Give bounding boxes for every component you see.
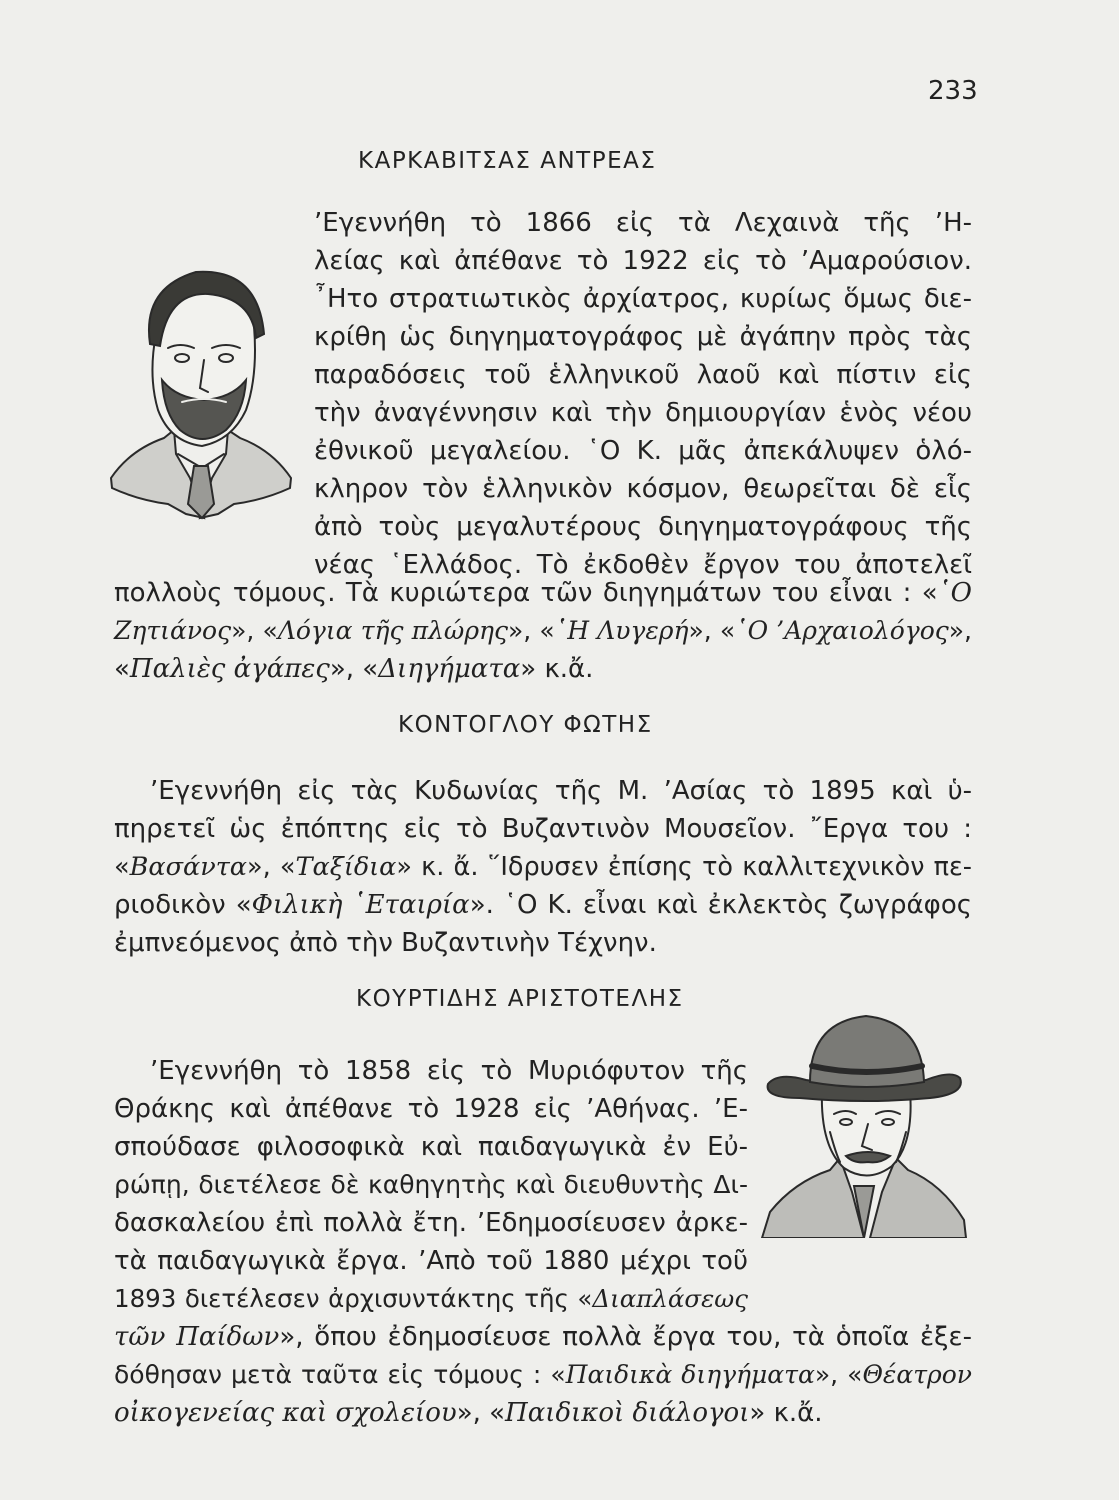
text-line: ἐμπνεόμενος ἀπὸ τὴν Βυζαντινὴν Τέχνην. — [114, 928, 657, 958]
entry-heading: ΚΟΝΤΟΓΛΟΥ ΦΩΤΗΣ — [398, 712, 653, 738]
text-line: πηρετεῖ ὡς ἐπόπτης εἰς τὸ Βυζαντινὸν Μουσεῖον. ῎Εργα του : — [114, 814, 972, 844]
text-line: πολλοὺς τόμους. Τὰ κυριώτερα τῶν διηγημάτων του εἶναι : «῾Ο — [114, 578, 972, 608]
text-line: παραδόσεις τοῦ ἑλληνικοῦ λαοῦ καὶ πίστιν εἰς — [314, 360, 972, 390]
text-line: «Βασάντα», «Ταξίδια» κ. ἄ. ῞Ιδρυσεν ἐπίσης τὸ καλλιτεχνικὸν πε- — [114, 852, 973, 882]
text-line: ριοδικὸν «Φιλικὴ ῾Εταιρία». ῾Ο Κ. εἶναι καὶ ἐκλεκτὸς ζωγράφος — [114, 890, 973, 920]
portrait-kourtidis — [760, 1006, 970, 1238]
entry-heading: ΚΟΥΡΤΙΔΗΣ ΑΡΙΣΤΟΤΕΛΗΣ — [356, 986, 684, 1012]
text-line: τὴν ἀναγέννησιν καὶ τὴν δημιουργίαν ἑνὸς νέου — [314, 398, 972, 428]
text-line: ’Εγεννήθη τὸ 1858 εἰς τὸ Μυριόφυτον τῆς — [150, 1056, 748, 1086]
text-line: δασκαλείου ἐπὶ πολλὰ ἔτη. ’Εδημοσίευσεν ἀρκε- — [114, 1208, 748, 1238]
text-line: 1893 διετέλεσεν ἀρχισυντάκτης τῆς «Διαπλάσεως — [114, 1284, 748, 1313]
text-line: «Παλιὲς ἀγάπες», «Διηγήματα» κ.ἄ. — [114, 654, 594, 684]
text-line: οἰκογενείας καὶ σχολείου», «Παιδικοὶ διάλογοι» κ.ἄ. — [114, 1398, 823, 1428]
text-line: ῏Ητο στρατιωτικὸς ἀρχίατρος, κυρίως ὅμως διε- — [314, 284, 972, 314]
text-line: νέας ῾Ελλάδος. Τὸ ἐκδοθὲν ἔργον του ἀποτελεῖ — [314, 550, 972, 580]
page-number: 233 — [928, 76, 978, 106]
text-line: ἐθνικοῦ μεγαλείου. ῾Ο Κ. μᾶς ἀπεκάλυψεν ὁλό- — [314, 436, 972, 466]
text-line: ’Εγεννήθη εἰς τὰς Κυδωνίας τῆς Μ. ’Ασίας τὸ 1895 καὶ ὑ- — [150, 776, 972, 806]
text-line: ἀπὸ τοὺς μεγαλυτέρους διηγηματογράφους τῆς — [314, 512, 972, 542]
text-line: τῶν Παίδων», ὅπου ἐδημοσίευσε πολλὰ ἔργα του, τὰ ὁποῖα ἐξε- — [114, 1322, 972, 1352]
text-line: Θράκης καὶ ἀπέθανε τὸ 1928 εἰς ’Αθήνας. ’Ε- — [114, 1094, 748, 1124]
text-line: δόθησαν μετὰ ταῦτα εἰς τόμους : «Παιδικὰ διηγήματα», «Θέατρον — [114, 1360, 973, 1389]
text-line: ’Εγεννήθη τὸ 1866 εἰς τὰ Λεχαινὰ τῆς ’Η- — [314, 208, 972, 238]
text-line: σπούδασε φιλοσοφικὰ καὶ παιδαγωγικὰ ἐν Εὐ- — [114, 1132, 748, 1162]
text-line: Ζητιάνος», «Λόγια τῆς πλώρης», «῾Η Λυγερή», «῾Ο ’Αρχαιολόγος», — [114, 616, 972, 645]
portrait-karkavitsas — [108, 264, 294, 526]
text-line: κληρον τὸν ἑλληνικὸν κόσμον, θεωρεῖται δὲ εἷς — [314, 474, 972, 504]
text-line: λείας καὶ ἀπέθανε τὸ 1922 εἰς τὸ ’Αμαρούσιον. — [314, 246, 972, 276]
text-line: κρίθη ὡς διηγηματογράφος μὲ ἀγάπην πρὸς τὰς — [314, 322, 972, 352]
text-line: τὰ παιδαγωγικὰ ἔργα. ’Απὸ τοῦ 1880 μέχρι τοῦ — [114, 1246, 748, 1276]
entry-heading: ΚΑΡΚΑΒΙΤΣΑΣ ΑΝΤΡΕΑΣ — [358, 148, 657, 174]
text-line: ρώπῃ, διετέλεσε δὲ καθηγητὴς καὶ διευθυντὴς Δι- — [114, 1170, 748, 1199]
